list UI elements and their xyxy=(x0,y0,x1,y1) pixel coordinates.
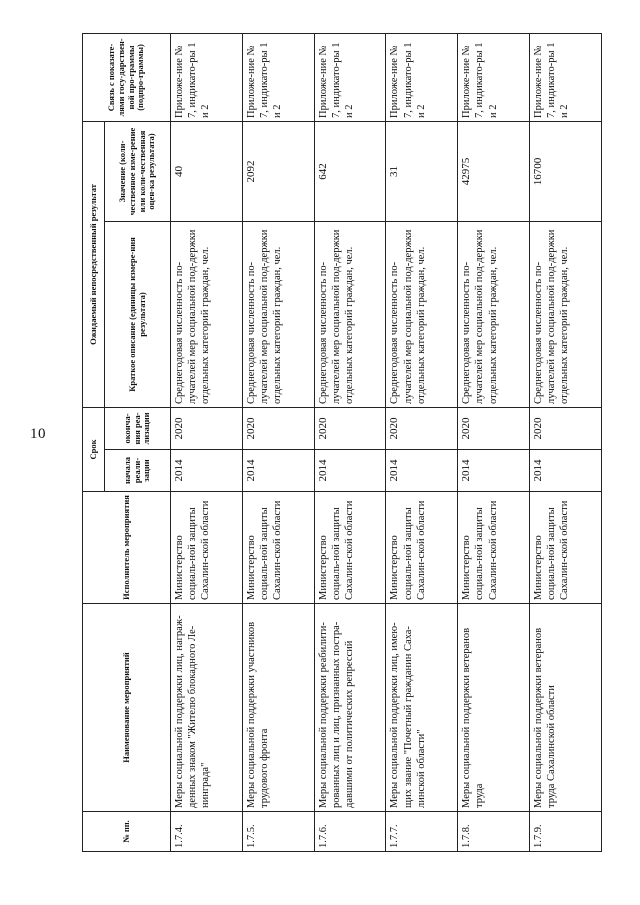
header-num: № пп. xyxy=(83,812,171,852)
table-row xyxy=(530,33,602,851)
measures-table xyxy=(82,33,602,852)
row-value: 16700 xyxy=(530,121,602,221)
row-desc: Среднегодовая численность по-лучателей мер социальной под-держки отдельных категорий граждан, чел. xyxy=(530,221,602,407)
header-expected: Ожидаемый непосредственный результат xyxy=(83,121,105,407)
row-value: 2092 xyxy=(242,121,314,221)
row-value: 31 xyxy=(386,121,458,221)
row-value: 40 xyxy=(171,121,243,221)
row-end: 2020 xyxy=(314,407,386,449)
header-short-desc: Краткое описание (единицы измере-ния результата) xyxy=(105,221,171,407)
row-num: 1.7.8. xyxy=(458,812,530,852)
header-executor: Исполнитель мероприятия xyxy=(83,492,171,604)
row-name: Меры социальной поддержки лиц, награж-денных знаком "Жителю блокадного Ле-нинграда" xyxy=(171,604,243,812)
row-desc: Среднегодовая численность по-лучателей мер социальной под-держки отдельных категорий граждан, чел. xyxy=(386,221,458,407)
row-link: Приложе-ние № 7, индикато-ры 1 и 2 xyxy=(171,33,243,121)
row-num: 1.7.4. xyxy=(171,812,243,852)
row-name: Меры социальной поддержки ветеранов труда xyxy=(458,604,530,812)
rotated-table-container xyxy=(82,34,602,852)
row-num: 1.7.9. xyxy=(530,812,602,852)
row-start: 2014 xyxy=(242,450,314,492)
row-executor: Министерство социаль-ной защиты Сахалин-ской области xyxy=(458,492,530,604)
header-end: оконча-ния реа-лизации xyxy=(105,407,171,449)
row-desc: Среднегодовая численность по-лучателей мер социальной под-держки отдельных категорий граждан, чел. xyxy=(458,221,530,407)
row-num: 1.7.7. xyxy=(386,812,458,852)
row-executor: Министерство социаль-ной защиты Сахалин-ской области xyxy=(530,492,602,604)
row-start: 2014 xyxy=(458,450,530,492)
header-term: Срок xyxy=(83,407,105,491)
row-end: 2020 xyxy=(530,407,602,449)
row-executor: Министерство социаль-ной защиты Сахалин-ской области xyxy=(314,492,386,604)
row-end: 2020 xyxy=(458,407,530,449)
header-value: Значение (коли-чественное изме-рение или коли-чественная оцен-ка результата) xyxy=(105,121,171,221)
row-executor: Министерство социаль-ной защиты Сахалин-ской области xyxy=(386,492,458,604)
row-executor: Министерство социаль-ной защиты Сахалин-ской области xyxy=(171,492,243,604)
table-row xyxy=(386,33,458,851)
row-name: Меры социальной поддержки лиц, имею-щих звание "Почетный гражданин Саха-линской области" xyxy=(386,604,458,812)
row-num: 1.7.6. xyxy=(314,812,386,852)
header-name: Наименование мероприятий xyxy=(83,604,171,812)
row-name: Меры социальной поддержки реабилити-рованных лиц и лиц, признанных постра-давшими от политических репрессий xyxy=(314,604,386,812)
row-link: Приложе-ние № 7, индикато-ры 1 и 2 xyxy=(530,33,602,121)
row-start: 2014 xyxy=(530,450,602,492)
table-row xyxy=(314,33,386,851)
header-start: начала реали-зации xyxy=(105,450,171,492)
table-row xyxy=(171,33,243,851)
row-link: Приложе-ние № 7, индикато-ры 1 и 2 xyxy=(458,33,530,121)
table-row xyxy=(458,33,530,851)
row-executor: Министерство социаль-ной защиты Сахалин-ской области xyxy=(242,492,314,604)
row-desc: Среднегодовая численность по-лучателей мер социальной под-держки отдельных категорий граждан, чел. xyxy=(242,221,314,407)
row-end: 2020 xyxy=(242,407,314,449)
row-link: Приложе-ние № 7, индикато-ры 1 и 2 xyxy=(386,33,458,121)
row-link: Приложе-ние № 7, индикато-ры 1 и 2 xyxy=(314,33,386,121)
header-link: Связь с показате-лями госу-дарствен-ной про-граммы (подпро-граммы) xyxy=(83,33,171,121)
row-desc: Среднегодовая численность по-лучателей мер социальной под-держки отдельных категорий граждан, чел. xyxy=(171,221,243,407)
row-end: 2020 xyxy=(171,407,243,449)
row-start: 2014 xyxy=(386,450,458,492)
row-start: 2014 xyxy=(171,450,243,492)
row-name: Меры социальной поддержки участников трудового фронта xyxy=(242,604,314,812)
row-end: 2020 xyxy=(386,407,458,449)
row-desc: Среднегодовая численность по-лучателей мер социальной под-держки отдельных категорий граждан, чел. xyxy=(314,221,386,407)
row-name: Меры социальной поддержки ветеранов труда Сахалинской области xyxy=(530,604,602,812)
row-num: 1.7.5. xyxy=(242,812,314,852)
table-row xyxy=(242,33,314,851)
row-link: Приложе-ние № 7, индикато-ры 1 и 2 xyxy=(242,33,314,121)
row-start: 2014 xyxy=(314,450,386,492)
page-number: 10 xyxy=(30,426,46,442)
row-value: 42975 xyxy=(458,121,530,221)
row-value: 642 xyxy=(314,121,386,221)
